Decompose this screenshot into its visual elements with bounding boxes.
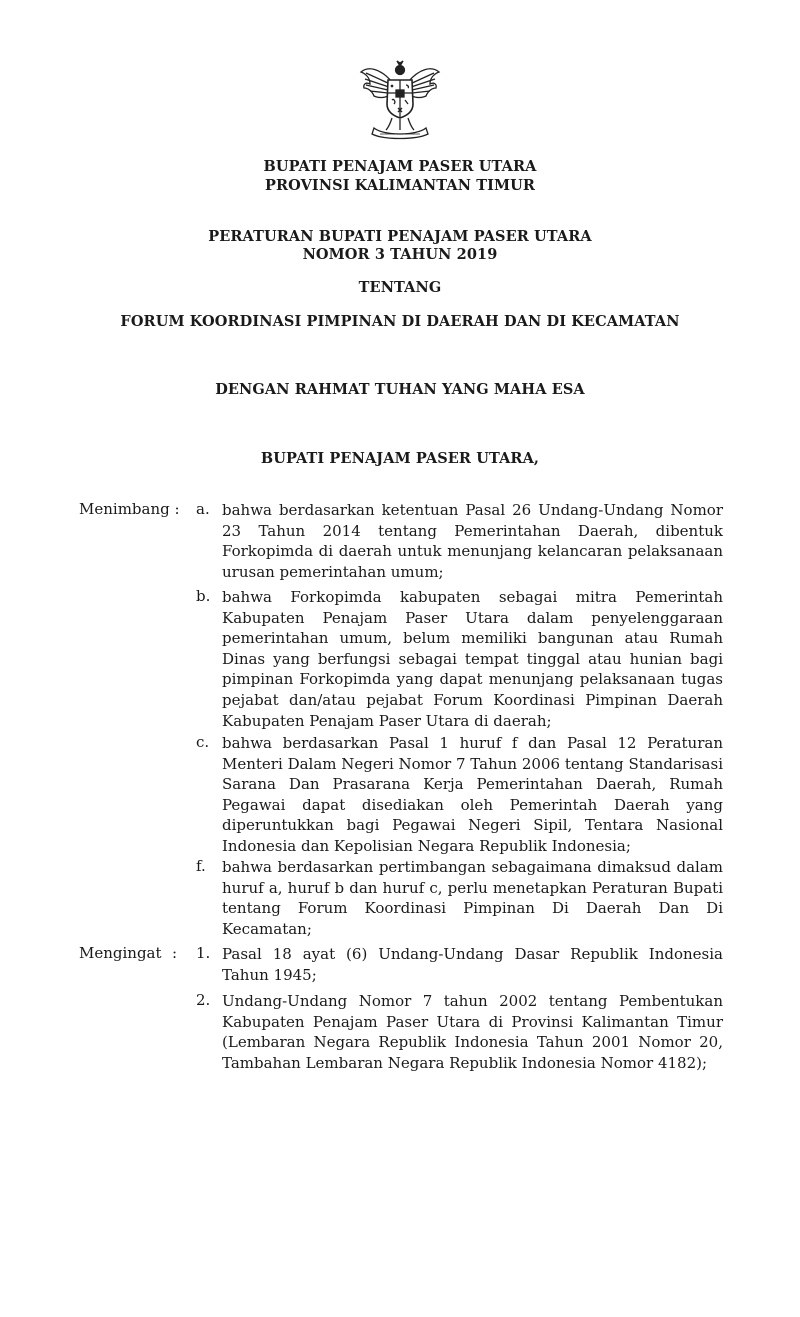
legal-basis-item: Pasal 18 ayat (6) Undang-Undang Dasar Republik Indonesia Tahun 1945; <box>222 945 723 984</box>
regulation-subject: FORUM KOORDINASI PIMPINAN DI DAERAH DAN DI KECAMATAN <box>120 313 680 330</box>
regent-title: BUPATI PENAJAM PASER UTARA <box>263 158 537 175</box>
consideration-item: bahwa Forkopimda kabupaten sebagai mitra Pemerintah Kabupaten Penajam Paser Utara dalam penyelenggaraan pemerintahan umum, belum memiliki bangunan atau Rumah Dinas yang berfungsi sebagai tempat tinggal atau hunian bagi pimpinan Forkopimda yang dapat menunjang pelaksanaan tugas pejabat dan/atau pejabat Forum Koordinasi Pimpinan Daerah Kabupaten Penajam Paser Utara di daerah; <box>222 588 723 730</box>
province-title: PROVINSI KALIMANTAN TIMUR <box>264 177 536 194</box>
list-marker: 1. <box>196 944 211 962</box>
mengingat-label: Mengingat <box>79 944 162 962</box>
list-marker: c. <box>196 733 210 751</box>
list-marker: b. <box>196 587 211 605</box>
consideration-item: bahwa berdasarkan Pasal 1 huruf f dan Pasal 12 Peraturan Menteri Dalam Negeri Nomor 7 Tahun 2006 tentang Standarisasi Sarana Dan Prasarana Kerja Pemerintahan Daerah, Rumah Pegawai dapat disediakan oleh Pemerintah Daerah yang diperuntukkan bagi Pegawai Negeri Sipil, Tentara Nasional Indonesia dan Kepolisian Negara Republik Indonesia; <box>222 734 723 855</box>
garuda-pancasila-emblem-icon <box>358 58 442 142</box>
mengingat-colon: : <box>172 944 178 962</box>
regulation-number: NOMOR 3 TAHUN 2019 <box>302 246 498 263</box>
menimbang-label: Menimbang : <box>79 500 180 518</box>
list-marker: 2. <box>196 991 211 1009</box>
consideration-item: bahwa berdasarkan pertimbangan sebagaimana dimaksud dalam huruf a, huruf b dan huruf c, perlu menetapkan Peraturan Bupati tentang Forum Koordinasi Pimpinan Di Daerah Dan Di Kecamatan; <box>222 858 723 938</box>
regulation-about: TENTANG <box>358 279 442 296</box>
issuing-authority: BUPATI PENAJAM PASER UTARA, <box>260 450 540 467</box>
grace-statement: DENGAN RAHMAT TUHAN YANG MAHA ESA <box>215 381 585 398</box>
list-marker: a. <box>196 500 210 518</box>
consideration-item: bahwa berdasarkan ketentuan Pasal 26 Undang-Undang Nomor 23 Tahun 2014 tentang Pemerintahan Daerah, dibentuk Forkopimda di daerah untuk menunjang kelancaran pelaksanaan urusan pemerintahan umum; <box>222 501 723 581</box>
legal-basis-item: Undang-Undang Nomor 7 tahun 2002 tentang Pembentukan Kabupaten Penajam Paser Utara di Provinsi Kalimantan Timur (Lembaran Negara Republik Indonesia Tahun 2001 Nomor 20, Tambahan Lembaran Negara Republik Indonesia Nomor 4182); <box>222 992 723 1072</box>
regulation-title: PERATURAN BUPATI PENAJAM PASER UTARA <box>208 228 592 245</box>
list-marker: f. <box>196 857 206 875</box>
